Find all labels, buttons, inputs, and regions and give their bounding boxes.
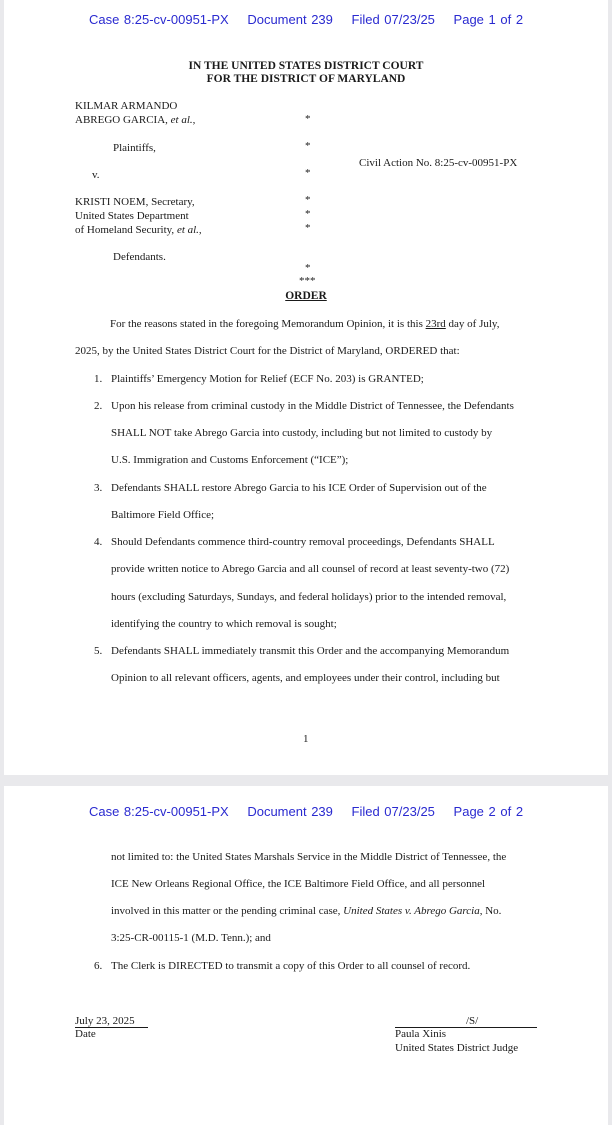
item-number: 6. — [94, 960, 103, 972]
date-label: Date — [75, 1028, 96, 1040]
judge-title: United States District Judge — [395, 1042, 519, 1054]
document-number: Document 239 — [247, 12, 333, 27]
order-item-4-line: identifying the country to which removal is sought; — [111, 618, 337, 630]
ecf-header — [4, 12, 608, 27]
order-title: ORDER — [285, 290, 327, 302]
page-number: 1 — [303, 733, 309, 745]
item-number: 5. — [94, 645, 103, 657]
caption-star: * — [305, 262, 311, 274]
judge-name: Paula Xinis — [395, 1028, 447, 1040]
plaintiff-name-line1: KILMAR ARMANDO — [75, 100, 178, 112]
page-indicator: Page 2 of 2 — [453, 804, 524, 819]
order-item-5-continued: not limited to: the United States Marshals Service in the Middle District of Tennessee, the — [111, 851, 507, 863]
case-number: Case 8:25-cv-00951-PX — [88, 12, 229, 27]
ecf-header — [4, 804, 608, 819]
defendant-line3: of Homeland Security, et al., — [75, 224, 202, 236]
order-item-5-continued: involved in this matter or the pending criminal case, United States v. Abrego Garcia, No. — [111, 905, 502, 917]
order-item-5-line: Defendants SHALL immediately transmit this Order and the accompanying Memorandum — [111, 645, 510, 657]
intro-line2: 2025, by the United States District Court for the District of Maryland, ORDERED that: — [75, 345, 460, 357]
item-number: 3. — [94, 482, 103, 494]
caption-star: * — [305, 194, 311, 206]
plaintiff-name-line2: ABREGO GARCIA, et al., — [75, 114, 196, 126]
filed-date: Filed 07/23/25 — [351, 12, 435, 27]
caption-star: * — [305, 167, 311, 179]
order-item-4-line: provide written notice to Abrego Garcia and all counsel of record at least seventy-two (72) — [111, 563, 510, 575]
caption-star: * — [305, 113, 311, 125]
document-number: Document 239 — [247, 804, 333, 819]
defendant-line1: KRISTI NOEM, Secretary, — [75, 196, 195, 208]
order-item-5-continued: ICE New Orleans Regional Office, the ICE Baltimore Field Office, and all personnel — [111, 878, 486, 890]
order-item-5-continued: 3:25-CR-00115-1 (M.D. Tenn.); and — [111, 932, 271, 944]
page-indicator: Page 1 of 2 — [453, 12, 524, 27]
plaintiffs-label: Plaintiffs, — [113, 142, 156, 154]
criminal-case-name: United States v. Abrego Garcia — [343, 905, 480, 917]
order-item-5-line: Opinion to all relevant officers, agents, and employees under their control, including but — [111, 672, 500, 684]
caption-star: * — [305, 222, 311, 234]
order-item-2-line: U.S. Immigration and Customs Enforcement (“ICE”); — [111, 454, 349, 466]
order-item-3-line: Baltimore Field Office; — [111, 509, 215, 521]
defendant-line2: United States Department — [75, 210, 189, 222]
caption-star: * — [305, 140, 311, 152]
caption-star: * — [305, 208, 311, 220]
order-day: 23rd — [425, 318, 446, 330]
caption-stars-row: *** — [299, 275, 316, 287]
order-item-1: Plaintiffs’ Emergency Motion for Relief (ECF No. 203) is GRANTED; — [111, 373, 424, 385]
item-number: 4. — [94, 536, 103, 548]
item-number: 1. — [94, 373, 103, 385]
order-item-6: The Clerk is DIRECTED to transmit a copy of this Order to all counsel of record. — [111, 960, 471, 972]
defendants-label: Defendants. — [113, 251, 166, 263]
order-item-2-line: SHALL NOT take Abrego Garcia into custody, including but not limited to custody by — [111, 427, 493, 439]
document-page-1 — [4, 0, 608, 775]
order-item-4-line: hours (excluding Saturdays, Sundays, and federal holidays) prior to the intended removal, — [111, 591, 507, 603]
document-page-2 — [4, 786, 608, 1125]
order-item-2-line: Upon his release from criminal custody in the Middle District of Tennessee, the Defendants — [111, 400, 514, 412]
order-item-4-line: Should Defendants commence third-country removal proceedings, Defendants SHALL — [111, 536, 495, 548]
order-item-3-line: Defendants SHALL restore Abrego Garcia to his ICE Order of Supervision out of the — [111, 482, 487, 494]
intro-line1: For the reasons stated in the foregoing Memorandum Opinion, it is this 23rd day of July, — [110, 318, 500, 330]
signature-mark: /S/ — [466, 1015, 479, 1027]
item-number: 2. — [94, 400, 103, 412]
order-date: July 23, 2025 — [75, 1015, 135, 1027]
versus-label: v. — [92, 169, 100, 181]
case-number: Case 8:25-cv-00951-PX — [88, 804, 229, 819]
filed-date: Filed 07/23/25 — [351, 804, 435, 819]
court-name-line1: IN THE UNITED STATES DISTRICT COURT — [188, 60, 424, 72]
civil-action-number: Civil Action No. 8:25-cv-00951-PX — [359, 157, 518, 169]
court-name-line2: FOR THE DISTRICT OF MARYLAND — [206, 73, 406, 85]
